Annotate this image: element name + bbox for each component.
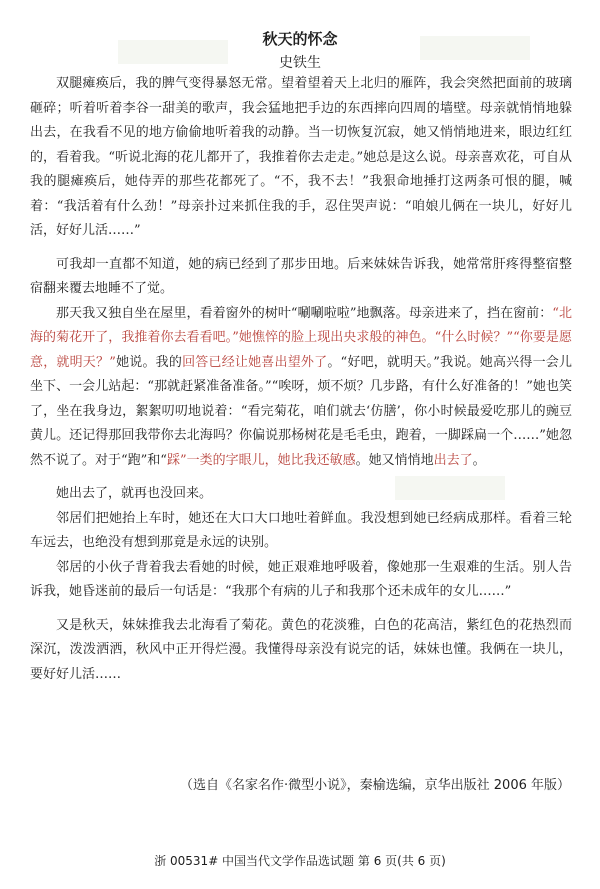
paragraph-text: 又是秋天，妹妹推我去北海看了菊花。黄色的花淡雅，白色的花高洁，紫红色的花热烈而深沉，泼泼洒洒，秋风中正开得烂漫。我懂得母亲没有说完的话，妹妹也懂。我俩在一块儿，要好好儿活…… [30,617,572,682]
paragraph-text: 可我却一直都不知道，她的病已经到了那步田地。后来妹妹告诉我，她常常肝疼得整宿整宿翻来覆去地睡不了觉。 [30,256,572,296]
paragraph-text: 。“好吧，就明天。”我说。她高兴得一会儿坐下、一会儿站起：“那就赶紧准备准备。”“唉呀，烦不烦？几步路，有什么好准备的！”她也笑了，坐在我身边，絮絮叨叨地说着：“看完菊花，咱们就去‘仿膳’，你小时候最爱吃那儿的豌豆黄儿。还记得那回我带你去北海吗？你偏说那杨树花是毛毛虫，跑着，一脚踩扁一个……”她忽然不说了。对于“跑”和“ [30,354,572,468]
paragraph-text: 那天我又独自坐在屋里，看着窗外的树叶“唰唰啦啦”地飘落。母亲进来了，挡在窗前： [56,305,553,321]
paragraph-1 [30,72,572,244]
annotated-text: 她憔悴的脸上现出央求般的神色。 [238,330,435,345]
paragraph-5 [30,507,572,556]
annotated-text: “北海的菊花开了，我推着你去看看吧。” [30,305,572,345]
annotated-text: “什么时候？”“你要是愿意，就明天？” [30,330,572,370]
paragraph-3 [30,302,572,474]
paragraph-text: 邻居的小伙子背着我去看她的时候，她正艰难地呼吸着，像她那一生艰难的生活。别人告诉我，她昏迷前的最后一句话是：“我那个有病的儿子和我那个还未成年的女儿……” [30,559,572,599]
paragraph-text: 她出去了，就再也没回来。 [56,486,213,501]
paragraph-7 [30,614,572,688]
annotated-text: 踩”一类的字眼儿，她比我还敏感 [166,452,356,468]
paragraph-4 [30,482,572,507]
essay-body [30,72,572,687]
paragraph-text: 。 [472,452,486,468]
paragraph-text: 她说。我的 [115,354,183,370]
paragraph-text: 双腿瘫痪后，我的脾气变得暴怒无常。望着望着天上北归的雁阵，我会突然把面前的玻璃砸碎；听着听着李谷一甜美的歌声，我会猛地把手边的东西摔向四周的墙壁。母亲就悄悄地躲出去，在我看不见的地方偷偷地听着我的动静。当一切恢复沉寂，她又悄悄地进来，眼边红红的，看着我。“听说北海的花儿都开了，我推着你去走走。”她总是这么说。母亲喜欢花，可自从我的腿瘫痪后，她侍弄的那些花都死了。“不，我不去！”我狠命地捶打这两条可恨的腿，喊着：“我活着有什么劲！”母亲扑过来抓住我的手，忍住哭声说：“咱娘儿俩在一块儿，好好儿活，好好儿活……” [30,76,572,238]
essay-author: 史铁生 [279,55,321,71]
page-footer: 浙 00531# 中国当代文学作品选试题 第 6 页(共 6 页) [154,854,446,868]
source-citation: （选自《名家名作·微型小说》，秦榆选编，京华出版社 2006 年版） [180,778,570,793]
essay-title: 秋天的怀念 [262,30,338,48]
paragraph-text: 邻居们把她抬上车时，她还在大口大口地吐着鲜血。我没想到她已经病成那样。看着三轮车远去，也绝没有想到那竟是永远的诀别。 [30,510,572,550]
annotated-text: 回答已经让她喜出望外了 [182,354,328,370]
paragraph-2 [30,253,572,302]
paragraph-6 [30,556,572,605]
annotated-text: 出去了 [433,452,473,468]
paragraph-text: 。她又悄悄地 [355,452,434,468]
